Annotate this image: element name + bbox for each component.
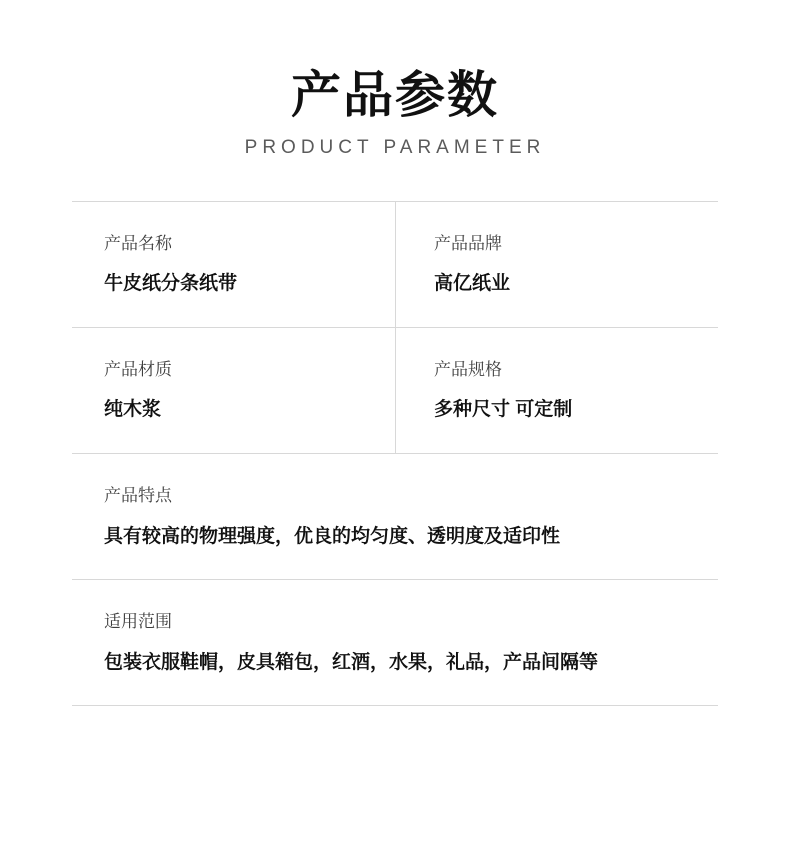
parameter-label: 适用范围 (104, 612, 172, 632)
table-row (72, 202, 718, 327)
parameter-table (72, 201, 718, 706)
parameter-cell (72, 328, 395, 453)
page-subtitle: PRODUCT PARAMETER (244, 137, 546, 158)
parameter-label: 产品特点 (104, 486, 172, 506)
parameter-value: 多种尺寸 可定制 (434, 399, 573, 421)
parameter-value: 纯木浆 (104, 399, 162, 421)
table-row (72, 454, 718, 579)
parameter-cell (72, 580, 718, 705)
parameter-cell (72, 454, 718, 579)
table-divider (72, 705, 718, 706)
page-header (0, 0, 790, 159)
parameter-label: 产品规格 (434, 360, 502, 380)
parameter-label: 产品名称 (104, 234, 172, 253)
parameter-cell (72, 202, 395, 327)
page-title: 产品参数 (291, 67, 499, 123)
parameter-cell (395, 328, 718, 453)
parameter-cell (395, 202, 718, 327)
parameter-value: 高亿纸业 (434, 273, 511, 295)
parameter-label: 产品品牌 (434, 234, 502, 253)
parameter-value: 具有较高的物理强度，优良的均匀度、透明度及适印性 (104, 525, 561, 547)
parameter-label: 产品材质 (104, 360, 172, 380)
parameter-value: 牛皮纸分条纸带 (104, 273, 238, 295)
table-row (72, 328, 718, 453)
parameter-value: 包装衣服鞋帽，皮具箱包，红酒，水果，礼品，产品间隔等 (104, 651, 599, 673)
table-row (72, 580, 718, 705)
